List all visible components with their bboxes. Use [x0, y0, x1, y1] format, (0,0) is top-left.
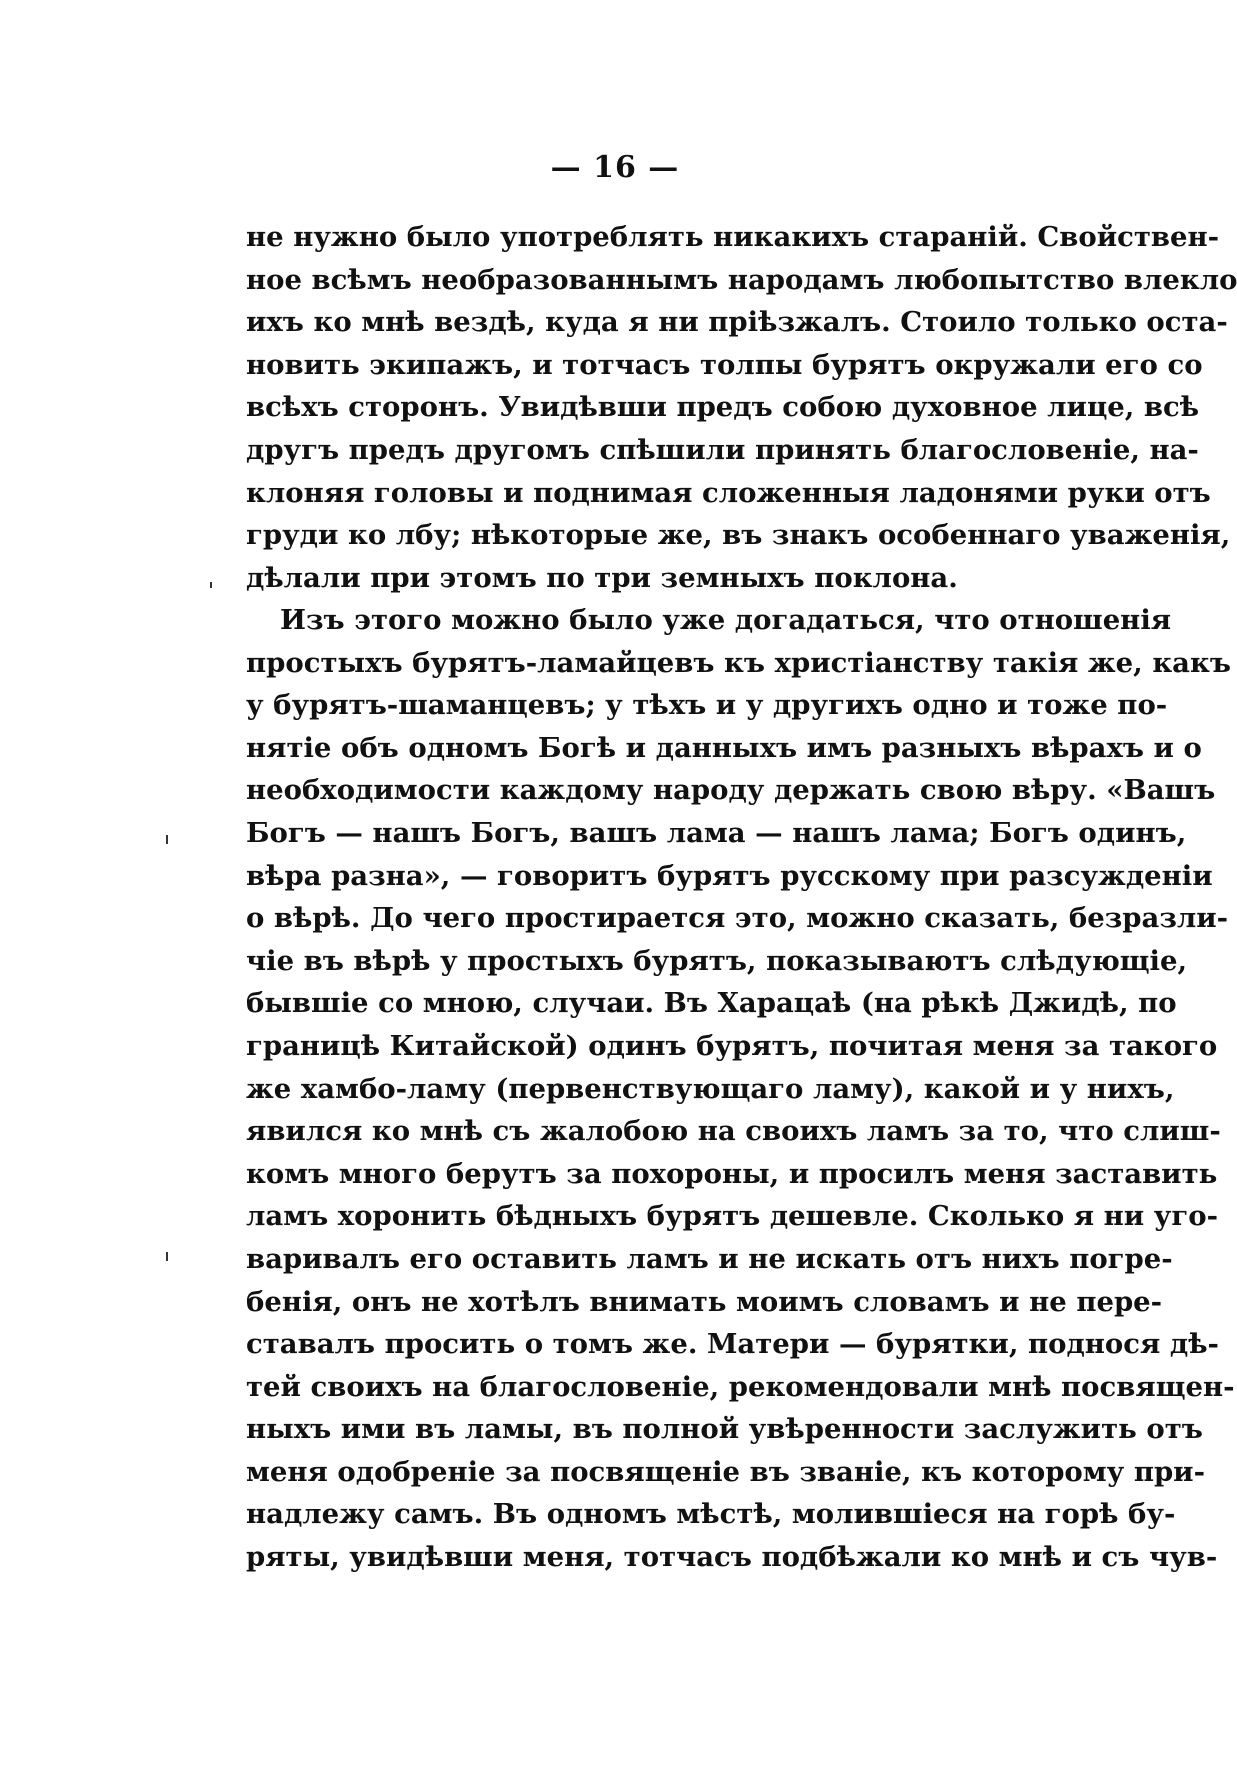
- text-line: Богъ — нашъ Богъ, вашъ лама — нашъ лама; Богъ одинъ,: [246, 816, 1187, 849]
- text-line: всѣхъ сторонъ. Увидѣвши предъ собою духовное лице, всѣ: [246, 391, 1200, 424]
- text-line: дѣлали при этомъ по три земныхъ поклона.: [246, 561, 958, 594]
- text-line: ныхъ ими въ ламы, въ полной увѣренности заслужить отъ: [246, 1413, 1203, 1446]
- text-line: ламъ хоронить бѣдныхъ бурятъ дешевле. Сколько я ни уго-: [246, 1200, 1218, 1233]
- text-line: чіе въ вѣрѣ у простыхъ бурятъ, показываютъ слѣдующіе,: [246, 944, 1188, 977]
- text-line: необходимости каждому народу держать свою вѣру. «Вашъ: [246, 774, 1216, 807]
- text-line: тей своихъ на благословеніе, рекомендовали мнѣ посвящен-: [246, 1370, 1235, 1403]
- paragraph-1: [246, 216, 1237, 599]
- paragraph-2: [246, 599, 1235, 1579]
- text-line: простыхъ бурятъ-ламайцевъ къ христіанству такія же, какъ: [246, 646, 1231, 679]
- text-line: другъ предъ другомъ спѣшили принять благословеніе, на-: [246, 433, 1199, 466]
- text-line: о вѣрѣ. До чего простирается это, можно сказать, безразли-: [246, 902, 1229, 935]
- text-line: новить экипажъ, и тотчасъ толпы бурятъ окружали его со: [246, 348, 1203, 381]
- text-line: комъ много берутъ за похороны, и просилъ меня заставить: [246, 1157, 1218, 1190]
- text-line: явился ко мнѣ съ жалобою на своихъ ламъ за то, что слиш-: [246, 1115, 1221, 1148]
- text-line: ихъ ко мнѣ вездѣ, куда я ни пріѣзжалъ. Стоило только оста-: [246, 306, 1228, 339]
- text-line: вѣра разна», — говоритъ бурятъ русскому при разсужденіи: [246, 859, 1213, 892]
- text-line: границѣ Китайской) одинъ бурятъ, почитая меня за такого: [246, 1029, 1218, 1062]
- text-line: надлежу самъ. Въ одномъ мѣстѣ, молившіеся на горѣ бу-: [246, 1498, 1176, 1531]
- text-line: ное всѣмъ необразованнымъ народамъ любопытство влекло: [246, 263, 1237, 296]
- text-line: ряты, увидѣвши меня, тотчасъ подбѣжали ко мнѣ и съ чув-: [246, 1541, 1218, 1574]
- text-line: бенія, онъ не хотѣлъ внимать моимъ словамъ и не пере-: [246, 1285, 1163, 1318]
- scan-speck: [210, 582, 212, 588]
- text-line: меня одобреніе за посвященіе въ званіе, къ которому при-: [246, 1455, 1205, 1488]
- text-line: Изъ этого можно было уже догадаться, что отношенія: [280, 604, 1172, 636]
- text-line: у бурятъ-шаманцевъ; у тѣхъ и у другихъ одно и тоже по-: [246, 689, 1168, 722]
- text-line: ставалъ просить о томъ же. Матери — бурятки, поднося дѣ-: [246, 1328, 1219, 1361]
- text-line: нятіе объ одномъ Богѣ и данныхъ имъ разныхъ вѣрахъ и о: [246, 731, 1202, 764]
- scan-speck: [166, 1252, 168, 1261]
- text-line: бывшіе со мною, случаи. Въ Харацаѣ (на рѣкѣ Джидѣ, по: [246, 987, 1177, 1020]
- scan-speck: [166, 835, 168, 844]
- text-line: клоняя головы и поднимая сложенныя ладонями руки отъ: [246, 476, 1211, 509]
- page-number: — 16 —: [550, 150, 680, 185]
- text-line: варивалъ его оставить ламъ и не искать отъ нихъ погре-: [246, 1242, 1173, 1275]
- text-line: не нужно было употреблять никакихъ стараній. Свойствен-: [246, 221, 1220, 253]
- text-line: груди ко лбу; нѣкоторые же, въ знакъ особеннаго уваженія,: [246, 519, 1231, 552]
- text-line: же хамбо-ламу (первенствующаго ламу), какой и у нихъ,: [246, 1072, 1175, 1105]
